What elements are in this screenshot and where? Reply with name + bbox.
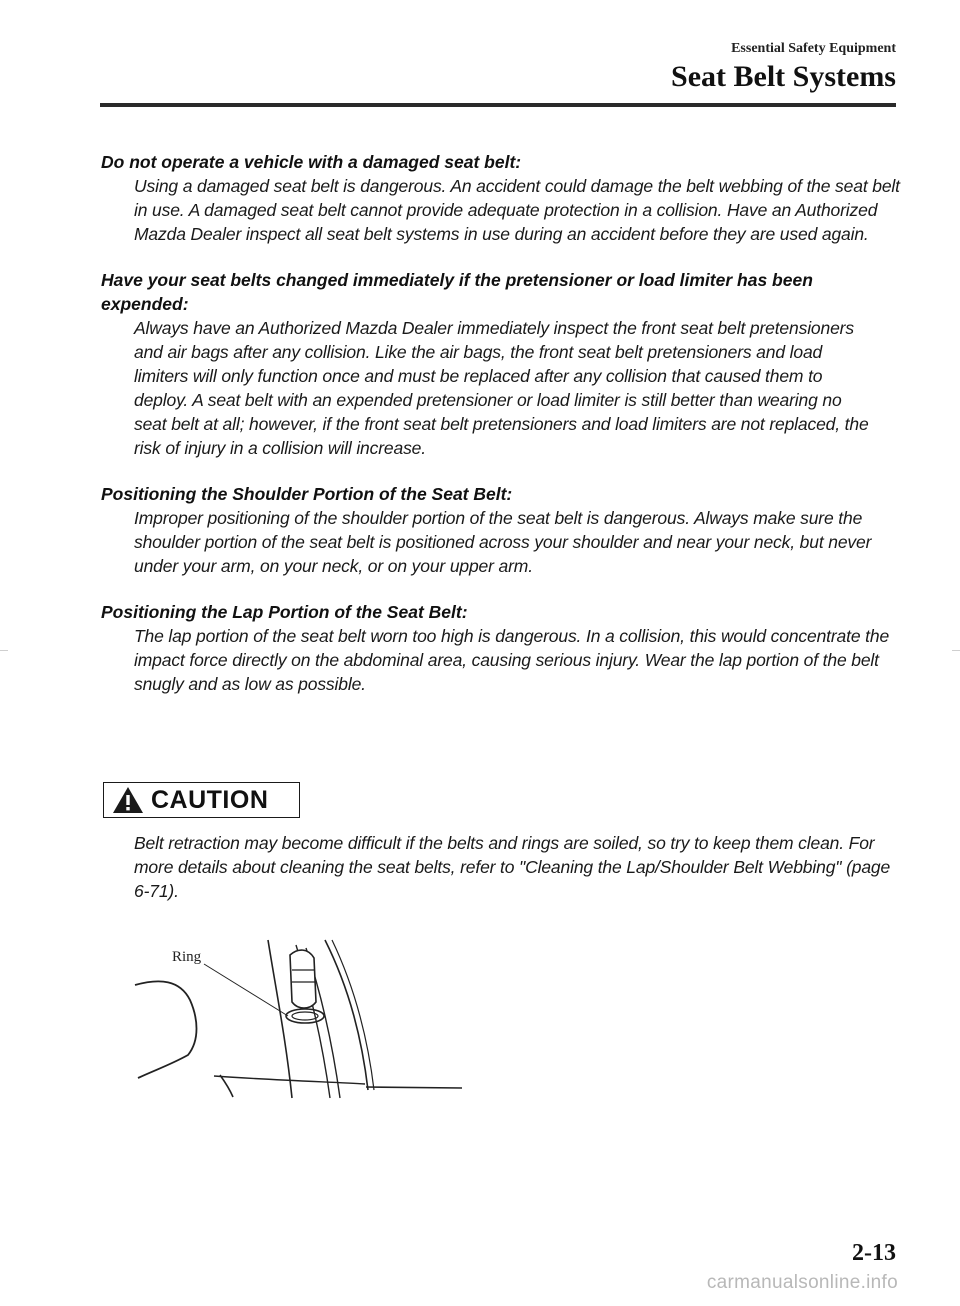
warning-item-shoulder-portion: [101, 482, 901, 578]
warning-body: Improper positioning of the shoulder portion of the seat belt is dangerous. Always make sure the shoulder portion of the seat belt is positioned across your shoulder and near your neck, but never under your arm, on your neck, or on your upper arm.: [134, 508, 872, 576]
warning-heading: Positioning the Lap Portion of the Seat Belt:: [101, 602, 468, 622]
section-title: Essential Safety Equipment: [731, 41, 896, 56]
edge-mark-left: [0, 650, 8, 651]
header-rule: [100, 103, 896, 107]
warning-heading: Positioning the Shoulder Portion of the Seat Belt:: [101, 484, 513, 504]
warning-heading: Do not operate a vehicle with a damaged seat belt:: [101, 152, 522, 172]
warning-item-lap-portion: [101, 600, 901, 696]
warning-list: [101, 150, 901, 718]
caution-text: Belt retraction may become difficult if the belts and rings are soiled, so try to keep them clean. For more details about cleaning the seat belts, refer to "Cleaning the Lap/Shoulder Belt Webbing" (page 6-71).: [134, 833, 891, 901]
watermark: carmanualsonline.info: [706, 1272, 898, 1293]
warning-triangle-icon: [111, 785, 145, 815]
warning-item-pretensioner: [101, 268, 901, 460]
page-number: 2-13: [852, 1240, 896, 1266]
caution-label: CAUTION: [151, 786, 269, 814]
edge-mark-right: [952, 650, 960, 651]
warning-body: The lap portion of the seat belt worn too high is dangerous. In a collision, this would concentrate the impact force directly on the abdominal area, causing serious injury. Wear the lap portion of the belt snugly and as low as possible.: [134, 626, 890, 694]
caution-banner: [103, 782, 300, 818]
page-title: Seat Belt Systems: [671, 60, 896, 93]
warning-body: Always have an Authorized Mazda Dealer immediately inspect the front seat belt pretensioners and air bags after any collision. Like the air bags, the front seat belt pretensioners and load limiters will only function once and must be replaced after any collision that caused them to deploy. A seat belt with an expended pretensioner or load limiter is still better than wearing no seat belt at all; however, if the front seat belt pretensioners and load limiters are not replaced, the risk of injury in a collision will increase.: [134, 318, 869, 458]
ring-label: Ring: [172, 949, 202, 965]
warning-heading: Have your seat belts changed immediately if the pretensioner or load limiter has been expended:: [101, 270, 813, 314]
warning-body: Using a damaged seat belt is dangerous. An accident could damage the belt webbing of the seat belt in use. A damaged seat belt cannot provide adequate protection in a collision. Have an Authorized Mazda Dealer inspect all seat belt systems in use during an accident before they are used again.: [134, 176, 900, 244]
warning-item-damaged-belt: [101, 150, 901, 246]
page-header: [671, 40, 896, 94]
